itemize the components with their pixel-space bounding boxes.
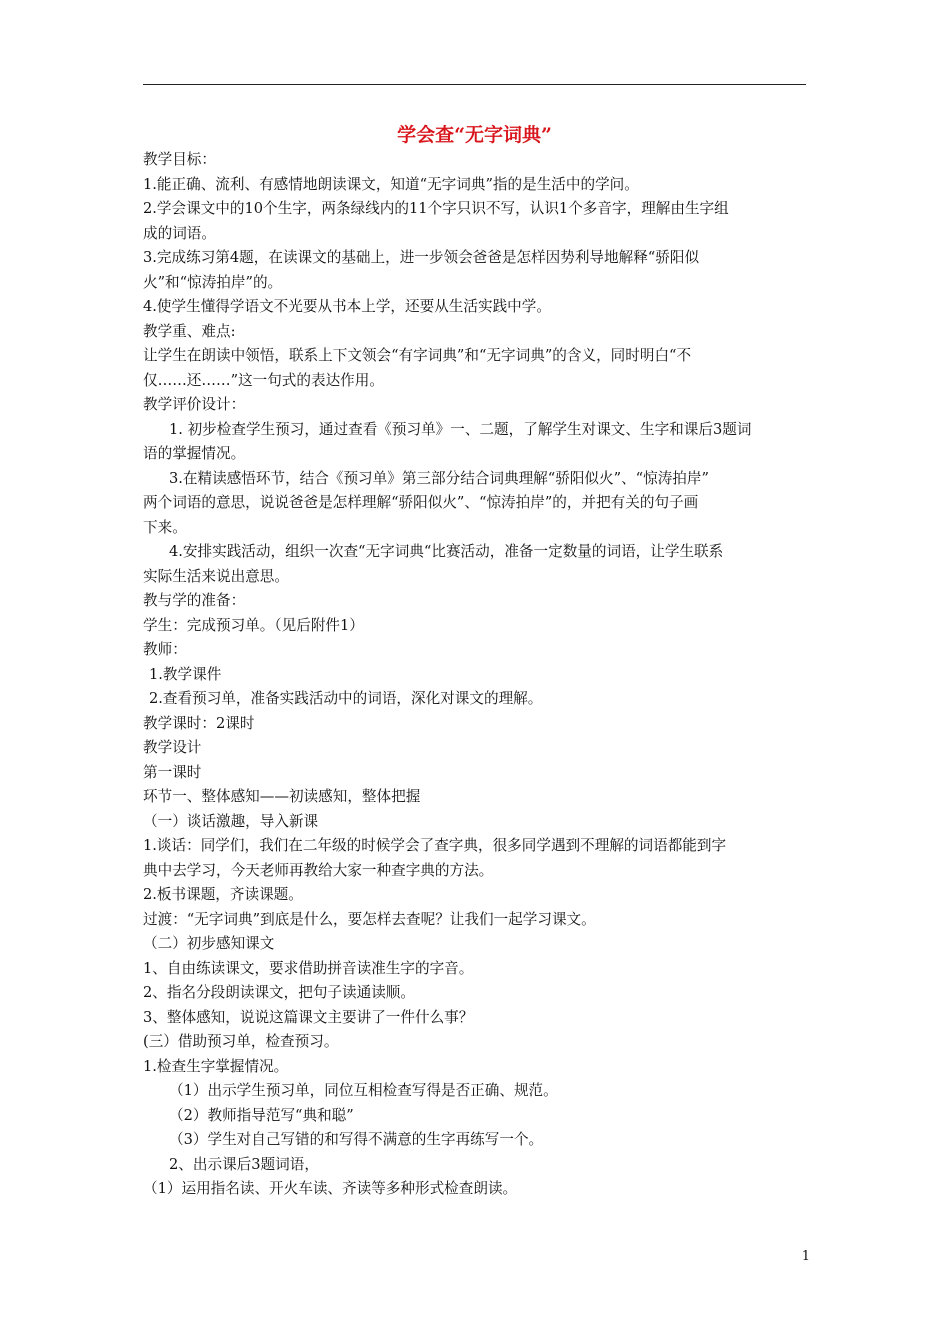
text-line: （2）教师指导范写“典和聪” [169, 1106, 354, 1124]
header-rule [143, 84, 806, 85]
text-line: （1）出示学生预习单，同位互相检查写得是否正确、规范。 [169, 1082, 558, 1099]
page-number: 1 [801, 1249, 810, 1264]
text-line: 1.能正确、流利、有感情地朗读课文，知道“无字词典”指的是生活中的学问。 [143, 175, 639, 193]
text-line: 3.在精读感悟环节，结合《预习单》第三部分结合词典理解“骄阳似火”、“惊涛拍岸” [169, 469, 709, 487]
text-line: 学生：完成预习单。（见后附件1） [143, 616, 364, 634]
text-line: 教师： [143, 641, 187, 658]
text-line: 3.完成练习第4题，在读课文的基础上，进一步领会爸爸是怎样因势利导地解释“骄阳似 [143, 249, 700, 266]
text-line: 2、指名分段朗读课文，把句子读通读顺。 [143, 984, 415, 1001]
text-line: 1. 初步检查学生预习，通过查看《预习单》一、二题，了解学生对课文、生字和课后3题词 [169, 420, 752, 438]
text-line: 3、整体感知，说说这篇课文主要讲了一件什么事？ [143, 1008, 474, 1026]
text-line: 4.安排实践活动，组织一次查“无字词典“比赛活动，准备一定数量的词语，让学生联系 [169, 543, 724, 560]
text-line: 两个词语的意思，说说爸爸是怎样理解“骄阳似火”、“惊涛拍岸”的，并把有关的句子画 [143, 494, 699, 511]
text-line: 1.谈话：同学们，我们在二年级的时候学会了查字典，很多同学遇到不理解的词语都能到字 [143, 837, 727, 854]
text-line: （二）初步感知课文 [143, 935, 275, 952]
text-line: （1）运用指名读、开火车读、齐读等多种形式检查朗读。 [143, 1180, 518, 1197]
text-line: 成的词语。 [143, 224, 216, 242]
text-line: 2.板书课题，齐读课题。 [143, 886, 303, 903]
text-line: 教学重、难点: [143, 322, 236, 340]
text-line: 仅……还……”这一句式的表达作用。 [143, 371, 384, 389]
text-line: （一）谈话激趣，导入新课 [143, 812, 319, 830]
text-line: 火”和“惊涛拍岸”的。 [143, 273, 283, 291]
text-line: 4.使学生懂得学语文不光要从书本上学，还要从生活实践中学。 [143, 298, 551, 315]
text-line: 典中去学习，今天老师再教给大家一种查字典的方法。 [143, 861, 494, 879]
text-line: 教学课时：2课时 [143, 714, 255, 732]
text-line: 2.查看预习单，准备实践活动中的词语，深化对课文的理解。 [149, 690, 543, 707]
text-line: 2、出示课后3题词语， [169, 1155, 319, 1173]
text-line: 教与学的准备： [143, 592, 246, 609]
text-line: 下来。 [143, 518, 187, 536]
text-line: 1.教学课件 [149, 665, 222, 683]
text-line: 2.学会课文中的10个生字，两条绿线内的11个字只识不写，认识1个多音字，理解由生字组 [143, 200, 729, 217]
text-line: （3）学生对自己写错的和写得不满意的生字再练写一个。 [169, 1131, 544, 1148]
text-line: 实际生活来说出意思。 [143, 567, 289, 585]
text-line: 1.检查生字掌握情况。 [143, 1057, 289, 1075]
document-title: 学会查“无字词典” [397, 124, 552, 146]
text-line: 教学评价设计： [143, 396, 246, 413]
text-line: 教学目标： [143, 151, 216, 168]
document-body [143, 148, 806, 1202]
text-line: 教学设计 [143, 739, 202, 756]
text-line: 语的掌握情况。 [143, 445, 246, 462]
text-line: 过渡：“无字词典”到底是什么，要怎样去查呢？让我们一起学习课文。 [143, 910, 596, 928]
text-line: 环节一、整体感知——初读感知，整体把握 [143, 788, 421, 805]
text-line: 让学生在朗读中领悟，联系上下文领会“有字词典”和“无字词典”的含义，同时明白“不 [143, 347, 692, 364]
text-line: (三）借助预习单，检查预习。 [143, 1033, 339, 1050]
text-line: 第一课时 [143, 763, 202, 781]
text-line: 1、自由练读课文，要求借助拼音读准生字的字音。 [143, 959, 474, 977]
